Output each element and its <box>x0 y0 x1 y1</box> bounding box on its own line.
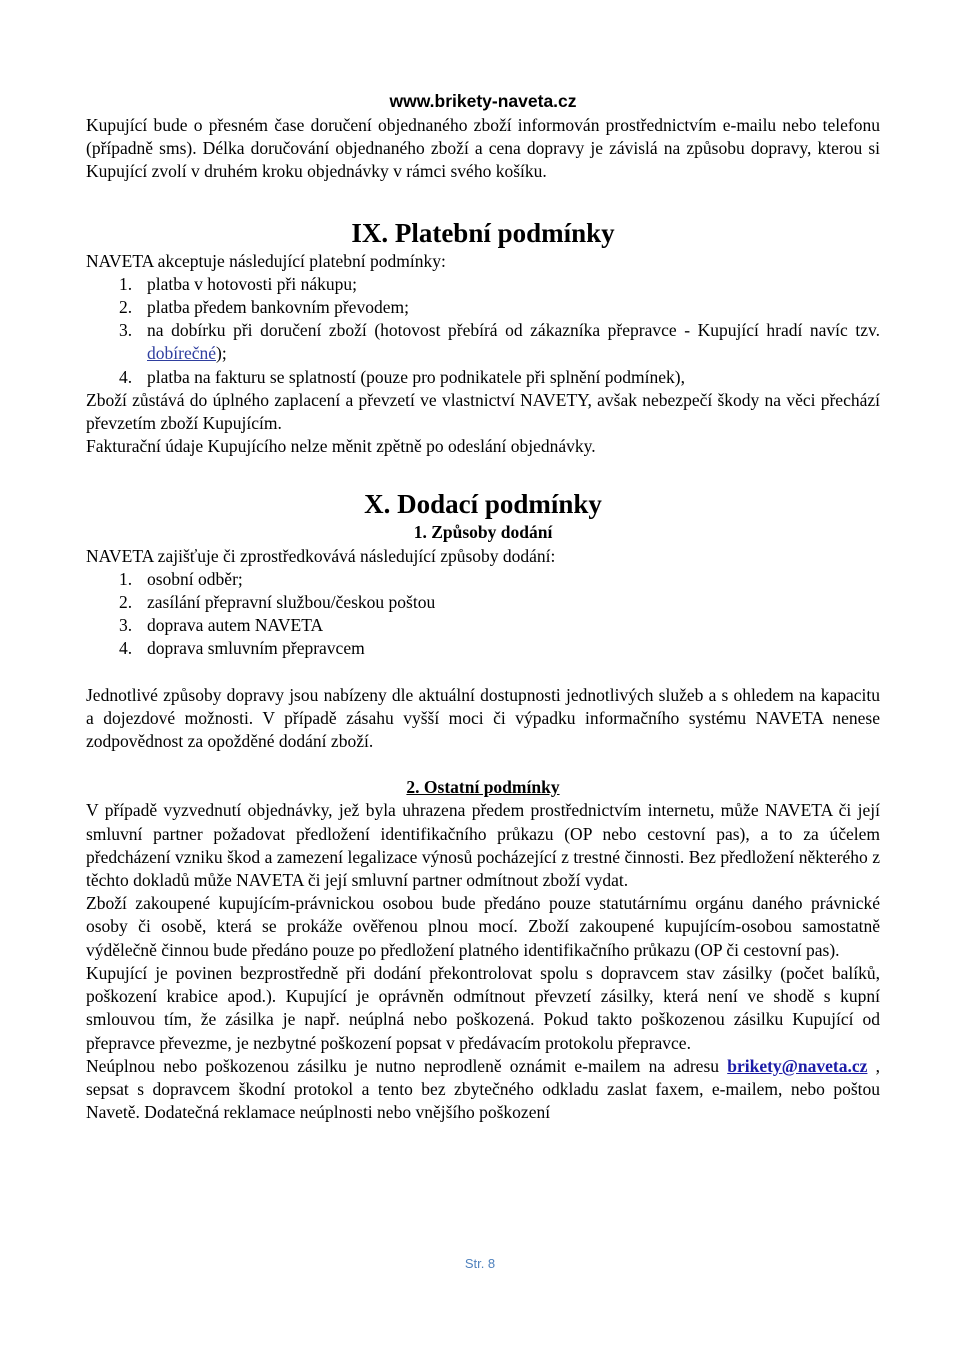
intro-paragraph: Kupující bude o přesném čase doručení objednaného zboží informován prostřednictvím e-mailu nebo telefonu (případně sms). Délka doručování objednaného zboží a cena dopravy je závislá na způsobu dopravy, kterou si Kupující zvolí v druhém kroku objednávky v rámci svého košíku. <box>86 115 880 182</box>
list-item: 3. na dobírku při doručení zboží (hotovost přebírá od zákazníka přepravce - Kupující hradí navíc tzv. dobírečné); <box>119 320 880 364</box>
legal-entity-paragraph: Zboží zakoupené kupujícím-právnickou osobou bude předáno pouze statutárnímu orgánu daného právnické osoby či osobě, která se prokáže ověřenou plnou mocí. Zboží zakoupené kupujícím-osobou samostatně výdělečně činnou bude předáno pouze po předložení platného identifikačního průkazu (OP či cestovní pas). <box>86 893 880 960</box>
list-item: 2. zasílání přepravní službou/českou poštou <box>119 592 436 613</box>
delivery-methods-title: 1. Způsoby dodání <box>413 522 553 543</box>
site-header: www.brikety-naveta.cz <box>389 91 577 111</box>
list-item: 4. platba na fakturu se splatností (pouze pro podnikatele při splnění podmínek), <box>119 366 685 387</box>
damage-report-paragraph: Neúplnou nebo poškozenou zásilku je nutno neprodleně oznámit e-mailem na adresu brikety@naveta.cz , sepsat s dopravcem škodní protokol a tento bez zbytečného odkladu zaslat faxem, e-mailem, nebo poštou Navetě. Dodatečná reklamace neúplnosti nebo vnějšího poškození <box>86 1055 881 1123</box>
delivery-lead: NAVETA zajišťuje či zprostředkovává následující způsoby dodání: <box>86 545 556 566</box>
email-link[interactable]: brikety@naveta.cz <box>727 1055 868 1076</box>
section-ix-title: IX. Platební podmínky <box>351 217 615 248</box>
delivery-list <box>86 568 880 661</box>
page-number: Str. 8 <box>464 1256 496 1271</box>
invoice-paragraph: Fakturační údaje Kupujícího nelze měnit zpětně po odeslání objednávky. <box>86 436 596 457</box>
list-item: 4. doprava smluvním přepravcem <box>119 638 365 659</box>
delivery-availability-paragraph: Jednotlivé způsoby dopravy jsou nabízeny dle aktuální dostupnosti jednotlivých služeb a s ohledem na kapacitu a dojezdové možnosti. V případě zásahu vyšší moci či výpadku informačního systému NAVETA nenese zodpovědnost za opožděné dodání zboží. <box>86 684 880 752</box>
ownership-paragraph: Zboží zůstává do úplného zaplacení a převzetí ve vlastnictví NAVETY, avšak nebezpečí škody na věci přechází převzetím zboží Kupujícím. <box>86 389 880 434</box>
list-item: 2. platba předem bankovním převodem; <box>119 297 409 318</box>
pickup-id-paragraph: V případě vyzvednutí objednávky, jež byla uhrazena předem prostřednictvím internetu, může NAVETA či její smluvní partner požadovat předložení identifikačního průkazu (OP nebo cestovní pas), a to za účelem předcházení vzniku škod a zamezení legalizace výnosů pocházející z trestné činnosti. Bez předložení některého z těchto dokladů může NAVETA či její smluvní partner odmítnout zboží vydat. <box>86 800 880 891</box>
payment-list <box>86 273 880 389</box>
document-page <box>86 91 880 1124</box>
list-item: 1. platba v hotovosti při nákupu; <box>119 273 357 294</box>
section-x-title: X. Dodací podmínky <box>364 489 602 520</box>
list-item: 1. osobní odběr; <box>119 568 243 589</box>
other-conditions-title: 2. Ostatní podmínky <box>406 777 560 798</box>
cod-fee-link[interactable]: dobírečné <box>147 343 216 364</box>
inspection-paragraph: Kupující je povinen bezprostředně při dodání překontrolovat spolu s dopravcem stav zásilky (počet balíků, poškození krabice apod.). Kupující je oprávněn odmítnout převzetí zásilky, která není ve shodě s kupní smlouvou tím, že zásilka je např. neúplná nebo poškozená. Pokud takto poškozenou zásilku Kupující od přepravce převezme, je nezbytné poškození popsat v předávacím protokolu přepravce. <box>86 962 880 1053</box>
payment-lead: NAVETA akceptuje následující platební podmínky: <box>86 250 446 271</box>
list-item: 3. doprava autem NAVETA <box>119 615 324 636</box>
